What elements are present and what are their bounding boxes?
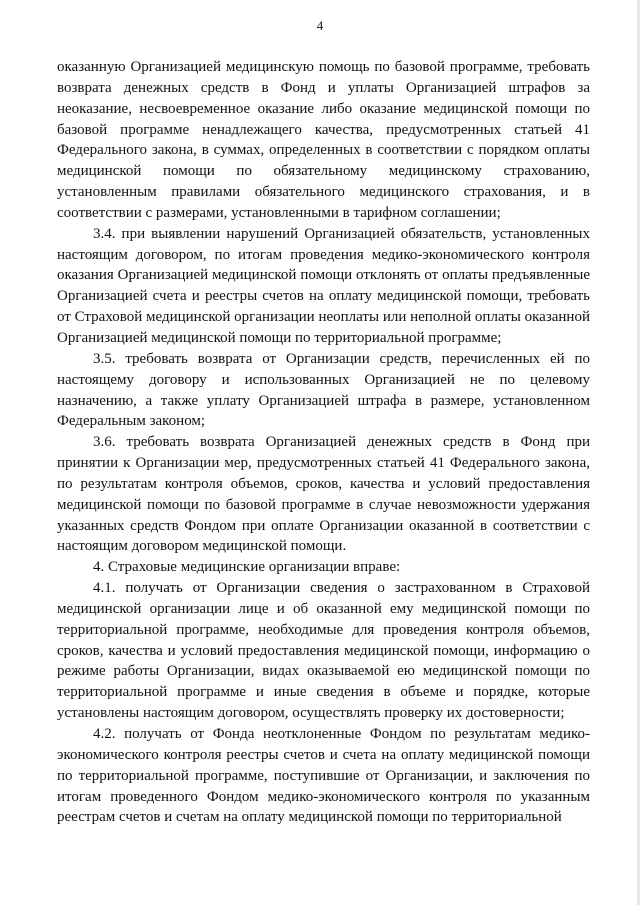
paragraph-4-heading: 4. Страховые медицинские организации вправе: — [93, 559, 401, 576]
paragraph-3-4: 3.4. при выявлении нарушений Организацией обязательств, установленных настоящим договором, по итогам проведения медико-экономического контроля оказания Организацией медицинской помощи отклонять от оплаты предъявленные Организацией счета и реестры счетов на оплату медицинской помощи, требовать от Страховой медицинской организации неоплаты или неполной оплаты оказанной Организацией медицинской помощи по территориальной программе; — [57, 225, 590, 346]
paragraph-4-2: 4.2. получать от Фонда неотклоненные Фондом по результатам медико-экономического контроля реестры счетов и счета на оплату медицинской помощи по территориальной программе, поступившие от Организации, и заключения по итогам проведенного Фондом медико-экономического контроля по указанным реестрам счетов и счетам на оплату медицинской помощи по территориальной — [57, 726, 590, 826]
document-body — [57, 57, 590, 828]
paragraph-continuation: оказанную Организацией медицинскую помощь по базовой программе, требовать возврата денежных средств в Фонд и уплаты Организацией штрафов за неоказание, несвоевременное оказание либо оказание медицинской помощи по базовой программе ненадлежащего качества, предусмотренных статьей 41 Федерального закона, в суммах, определенных в соответствии с порядком оплаты медицинской помощи по обязательному медицинскому страхованию, установленным правилами обязательного медицинского страхования, и в соответствии с размерами, установленными в тарифном соглашении; — [57, 59, 590, 221]
page-number: 4 — [316, 18, 324, 33]
paragraph-4-1: 4.1. получать от Организации сведения о застрахованном в Страховой медицинской организации лице и об оказанной ему медицинской помощи по территориальной программе, необходимые для проведения контроля объемов, сроков, качества и условий предоставления медицинской помощи, информацию о режиме работы Организации, видах оказываемой ею медицинской помощи по территориальной программе и иные сведения в объеме и порядке, которые установлены настоящим договором, осуществлять проверку их достоверности; — [57, 580, 590, 722]
paragraph-3-5: 3.5. требовать возврата от Организации средств, перечисленных ей по настоящему договору и использованных Организацией не по целевому назначению, а также уплату Организацией штрафа в размере, установленном Федеральным законом; — [57, 350, 590, 430]
paragraph-3-6: 3.6. требовать возврата Организацией денежных средств в Фонд при принятии к Организации мер, предусмотренных статьей 41 Федерального закона, по результатам контроля объемов, сроков, качества и условий предоставления медицинской помощи по базовой программе в случае невозможности удержания указанных средств Фондом при оплате Организации оказанной в соответствии с настоящим договором медицинской помощи. — [57, 434, 590, 555]
